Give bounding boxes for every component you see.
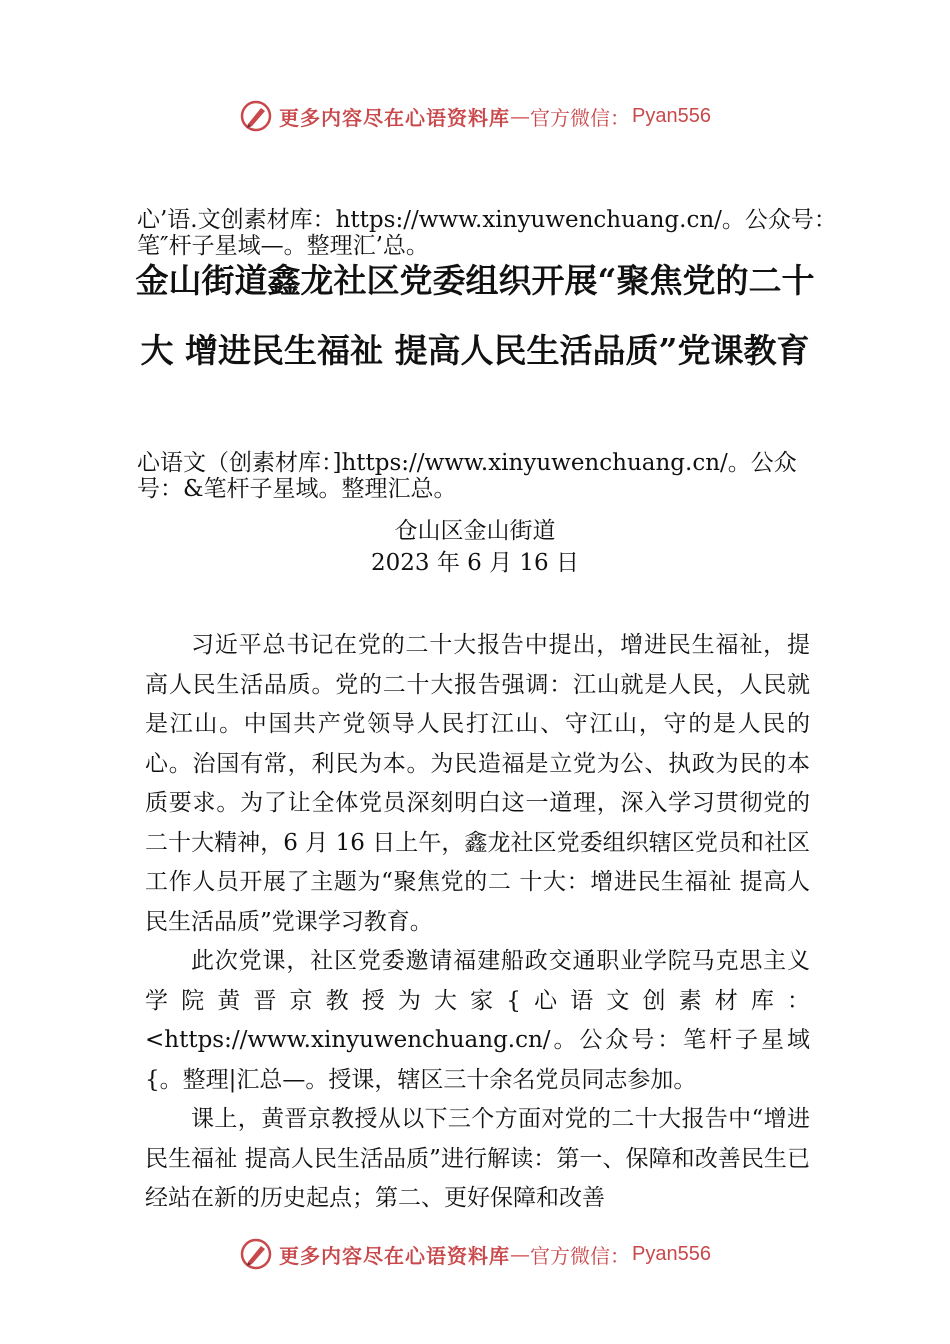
banner-dash: — xyxy=(510,1242,531,1266)
banner-wechat-id: Pyan556 xyxy=(632,104,711,127)
pen-circle-logo-icon xyxy=(239,99,273,133)
header-banner xyxy=(0,96,950,136)
issuer: 仓山区金山街道 xyxy=(394,518,556,544)
page-title: 金山街道鑫龙社区党委组织开展“聚焦党的二十大 增进民生福祉 提高人民生活品质”党课教育 xyxy=(135,261,815,370)
body-paragraph-2: 此次党课，社区党委邀请福建船政交通职业学院马克思主义学院黄晋京教授为大家{心语文创素材库：<https://www.xinyuwenchuang.cn/。公众号：笔杆子星域{。整理|汇总—。授课，辖区三十余名党员同志参加。 xyxy=(145,948,810,1093)
body-paragraph-3: 课上，黄晋京教授从以下三个方面对党的二十大报告中“增进民生福祉 提高人民生活品质”进行解读：第一、保障和改善民生已经站在新的历史起点；第二、更好保障和改善 xyxy=(145,1106,810,1211)
banner-text: 更多内容尽在心语资料库 xyxy=(279,105,511,130)
source-note-1: 心’语.文创素材库：https://www.xinyuwenchuang.cn/。公众号：笔″杆子星域—。整理汇’总。 xyxy=(137,207,837,259)
banner-wechat-id: Pyan556 xyxy=(632,1242,711,1265)
date: 2023 年 6 月 16 日 xyxy=(371,550,579,576)
banner-dash: — xyxy=(510,104,531,128)
banner-text: 更多内容尽在心语资料库 xyxy=(279,1243,511,1268)
pen-circle-logo-icon xyxy=(239,1237,273,1271)
banner-wechat-label: 官方微信： xyxy=(530,105,631,130)
source-note-2: 心语文（创素材库：]https://www.xinyuwenchuang.cn/。公众号：&笔杆子星域。整理汇总。 xyxy=(137,450,797,502)
footer-banner xyxy=(0,1234,950,1274)
banner-wechat-label: 官方微信： xyxy=(530,1243,631,1268)
body-paragraph-1: 习近平总书记在党的二十大报告中提出，增进民生福祉，提高人民生活品质。党的二十大报告强调：江山就是人民，人民就是江山。中国共产党领导人民打江山、守江山，守的是人民的心。治国有常，利民为本。为民造福是立党为公、执政为民的本质要求。为了让全体党员深刻明白这一道理，深入学习贯彻党的二十大精神，6 月 16 日上午，鑫龙社区党委组织辖区党员和社区工作人员开展了主题为“聚焦党的二 十大：增进民生福祉 提高人民生活品质”党课学习教育。 xyxy=(145,632,810,935)
